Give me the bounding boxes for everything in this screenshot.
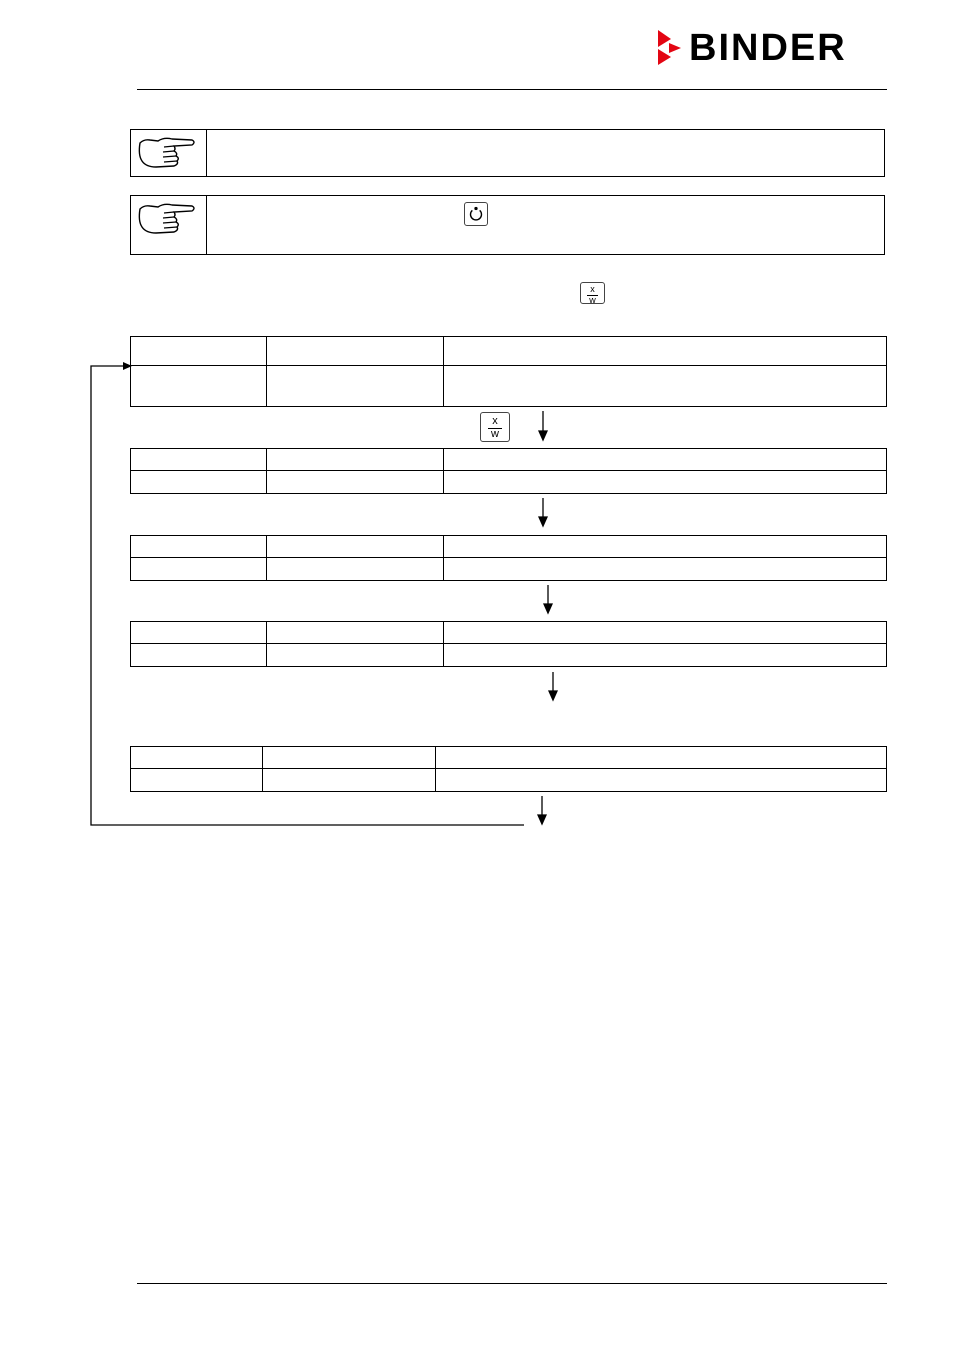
xw-step-key-icon: x w [480,412,510,442]
loop-back-arrowhead-icon [123,362,132,370]
loop-back-line [91,366,524,825]
down-arrow-icon [539,411,547,440]
down-arrow-icon [549,672,557,700]
brand-name: BINDER [689,27,847,69]
xw-key-icon: x w [580,282,605,304]
down-arrow-icon [538,796,546,824]
down-arrow-icon [539,498,547,526]
footer-rule [137,1283,887,1284]
down-arrow-icon [544,585,552,613]
